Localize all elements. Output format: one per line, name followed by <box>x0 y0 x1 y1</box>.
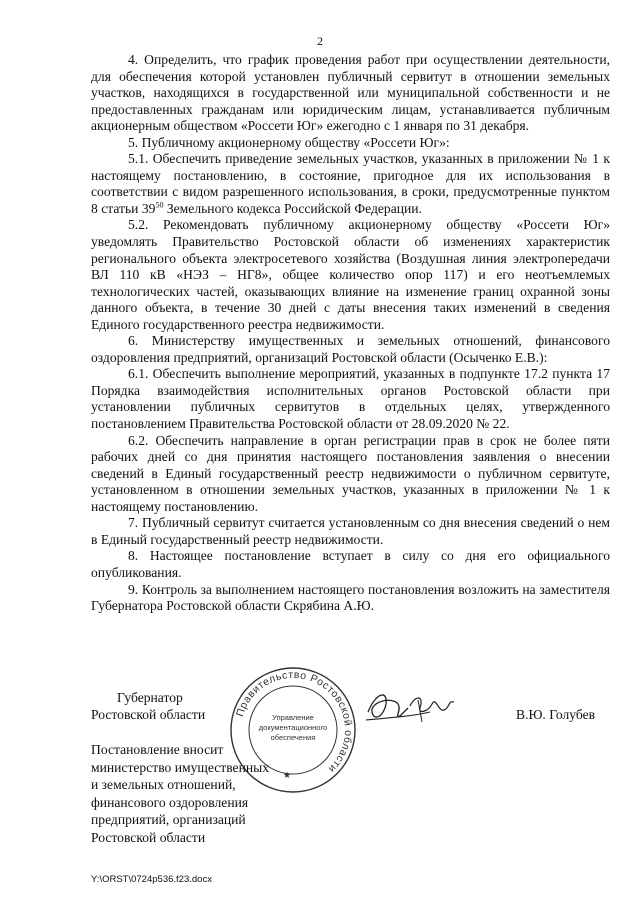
article-superscript: 50 <box>155 200 164 210</box>
submitted-by-line: и земельных отношений, <box>91 777 236 792</box>
submitted-by-line: Постановление вносит <box>91 742 224 757</box>
paragraph-4: 4. Определить, что график проведения работ при осуществлении деятельности, для обеспечения которой установлен публичный сервитут в отношении земельных участков, находящихся в государственной или муниципальной собственности и не предоставленных гражданам или юридическим лицам, устанавливается публичным акционерным обществом «Россети Юг» ежегодно с 1 января по 31 декабря. <box>91 52 610 134</box>
submitted-by-line: Ростовской области <box>91 829 206 845</box>
paragraph-5: 5. Публичному акционерному обществу «Россети Юг»: <box>128 134 450 150</box>
submitted-by-block <box>91 741 281 846</box>
paragraph-5-1-text: 5.1. Обеспечить приведение земельных участков, указанных в приложении № 1 к настоящему постановлению, в состояние, пригодное для их использования в соответствии с видом разрешенного использования, в сроки, предусмотренные пунктом 8 статьи 39 <box>91 151 610 216</box>
page-number: 2 <box>317 34 323 48</box>
paragraph-8: 8. Настоящее постановление вступает в силу со дня его официального опубликования. <box>91 548 610 580</box>
paragraph-5-1-tail: Земельного кодекса Российской Федерации. <box>163 200 422 216</box>
paragraph-5-1 <box>91 151 610 217</box>
stamp-star-icon: ★ <box>283 770 292 780</box>
signatory-name: В.Ю. Голубев <box>516 707 596 722</box>
paragraph-5-2: 5.2. Рекомендовать публичному акционерному обществу «Россети Юг» уведомлять Правительство Ростовской области об изменениях характеристик регионального объекта электросетевого хозяйства (Воздушная линия электропередачи ВЛ 110 кВ «НЭЗ – НГ8», общее количество опор 117) и его неотъемлемых технологических частей, оказывающих влияние на изменение границ охранной зоны данного объекта, в течение 30 дней с даты внесения таких изменений в сведения Единого государственного реестра недвижимости. <box>91 217 610 332</box>
file-path-footer: Y:\ORST\0724p536.f23.docx <box>91 874 212 885</box>
signatory-title-line-2: Ростовской области <box>91 706 206 722</box>
stamp-line-2: документационного <box>258 723 328 732</box>
submitted-by-line: министерство имущественных <box>91 759 270 775</box>
submitted-by-line: финансового оздоровления <box>91 794 249 810</box>
stamp-line-3: обеспечения <box>270 733 316 742</box>
signatory-title <box>91 690 205 723</box>
paragraph-6-2: 6.2. Обеспечить направление в орган регистрации прав в срок не более пяти рабочих дней со дня принятия настоящего постановления заявления о внесении сведений в Единый государственный реестр недвижимости о публичном сервитуте, установленном в отношении земельных участков, указанных в приложении № 1 к настоящему постановлению. <box>91 432 610 514</box>
paragraph-9: 9. Контроль за выполнением настоящего постановления возложить на заместителя Губернатора Ростовской области Скрябина А.Ю. <box>91 581 610 614</box>
document-body <box>91 52 610 615</box>
handwritten-signature <box>358 682 498 730</box>
paragraph-6: 6. Министерству имущественных и земельных отношений, финансового оздоровления предприятий, организаций Ростовской области (Осыченко Е.В.): <box>91 333 610 365</box>
paragraph-6-1: 6.1. Обеспечить выполнение мероприятий, указанных в подпункте 17.2 пункта 17 Порядка взаимодействия исполнительных органов Ростовской области при установлении публичных сервитутов в отдельных целях, утвержденного постановлением Правительства Ростовской области от 28.09.2020 № 22. <box>91 366 610 432</box>
submitted-by-line: предприятий, организаций <box>91 812 246 827</box>
stamp-line-1: Управление <box>272 713 314 722</box>
signatory-title-line-1: Губернатор <box>117 690 183 705</box>
paragraph-7: 7. Публичный сервитут считается установленным со дня внесения сведений о нем в Единый государственный реестр недвижимости. <box>91 515 610 547</box>
stamp-ring-text: Правительство Ростовской области <box>233 668 355 776</box>
